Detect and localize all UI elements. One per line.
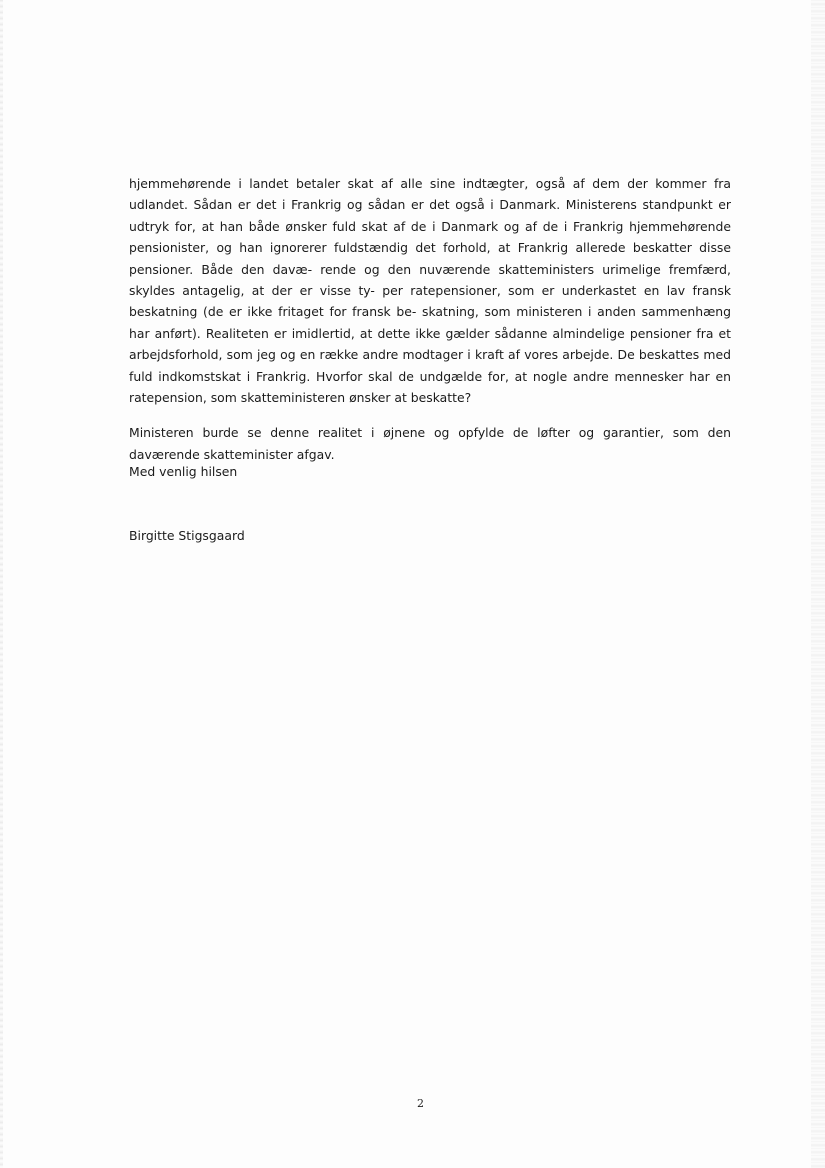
letter-body xyxy=(129,173,731,479)
page-number: 2 xyxy=(417,1097,424,1110)
signature-name: Birgitte Stigsgaard xyxy=(129,528,245,543)
scan-edge-right xyxy=(811,0,825,1168)
closing-salutation: Med venlig hilsen xyxy=(129,464,238,479)
paragraph-1: hjemmehørende i landet betaler skat af alle sine indtægter, også af dem der kommer fra udlandet. Sådan er det i Frankrig og sådan er det også i Danmark. Ministerens standpunkt er udtryk for, at han både ønsker fuld skat af de i Danmark og af de i Frankrig hjemmehørende pensionister, og han ignorerer fuldstændig det forhold, at Frankrig allerede beskatter disse pensioner. Både den davæ- rende og den nuværende skatteministers urimelige fremfærd, skyldes antagelig, at der er visse ty- per ratepensioner, som er underkastet en lav fransk beskatning (de er ikke fritaget for fransk be- skatning, som ministeren i anden sammenhæng har anført). Realiteten er imidlertid, at dette ikke gælder sådanne almindelige pensioner fra et arbejdsforhold, som jeg og en række andre modtager i kraft af vores arbejde. De beskattes med fuld indkomstskat i Frankrig. Hvorfor skal de undgælde for, at nogle andre mennesker har en ratepension, som skatteministeren ønsker at beskatte? xyxy=(129,176,731,406)
scan-edge-left xyxy=(0,0,3,1168)
paragraph-2: Ministeren burde se denne realitet i øjnene og opfylde de løfter og garantier, som den daværende skatteminister afgav. xyxy=(129,425,731,462)
